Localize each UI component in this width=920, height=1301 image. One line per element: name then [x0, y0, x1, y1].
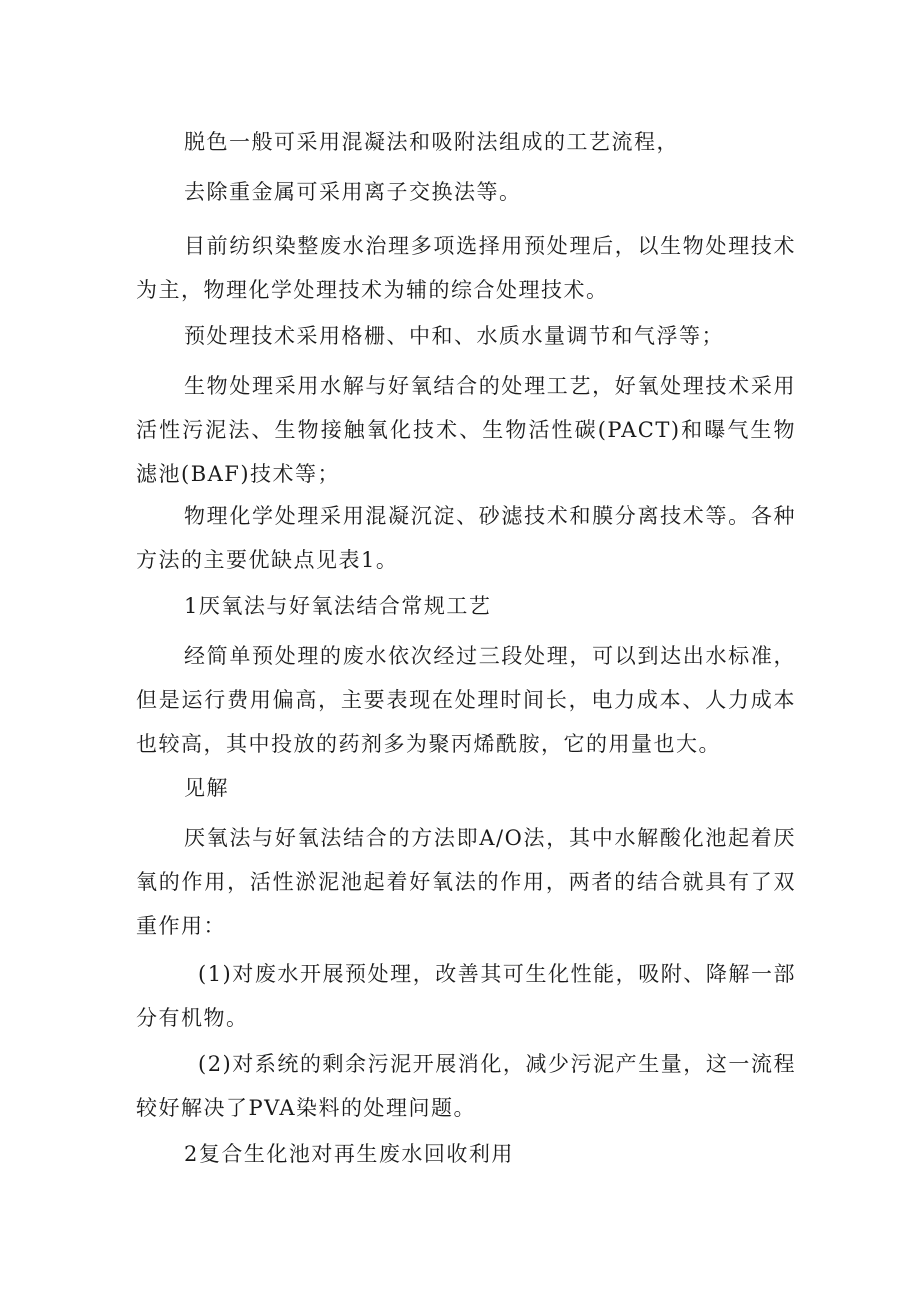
paragraph-insight-label: 见解	[184, 776, 229, 800]
list-item-1: (1)对废水开展预处理，改善其可生化性能，吸附、降解一部分有机物。	[136, 962, 796, 1030]
section-heading-2: 2复合生化池对再生废水回收利用	[184, 1142, 514, 1166]
paragraph-heavy-metal-removal: 去除重金属可采用离子交换法等。	[184, 180, 522, 204]
section-heading-1: 1厌氧法与好氧法结合常规工艺	[184, 594, 492, 618]
paragraph-physicochemical-treatment: 物理化学处理采用混凝沉淀、砂滤技术和膜分离技术等。各种方法的主要优缺点见表1。	[136, 504, 796, 572]
paragraph-biological-treatment: 生物处理采用水解与好氧结合的处理工艺，好氧处理技术采用活性污泥法、生物接触氧化技术、生物活性碳(PACT)和曝气生物滤池(BAF)技术等；	[136, 374, 796, 486]
paragraph-treatment-overview: 目前纺织染整废水治理多项选择用预处理后，以生物处理技术为主，物理化学处理技术为辅的综合处理技术。	[136, 234, 796, 302]
paragraph-three-stage-process: 经简单预处理的废水依次经过三段处理，可以到达出水标准，但是运行费用偏高，主要表现在处理时间长，电力成本、人力成本也较高，其中投放的药剂多为聚丙烯酰胺，它的用量也大。	[136, 644, 796, 756]
paragraph-ao-method: 厌氧法与好氧法结合的方法即A/O法，其中水解酸化池起着厌氧的作用，活性淤泥池起着好氧法的作用，两者的结合就具有了双重作用：	[136, 826, 796, 938]
paragraph-decolorization: 脱色一般可采用混凝法和吸附法组成的工艺流程，	[184, 130, 679, 154]
paragraph-pretreatment: 预处理技术采用格栅、中和、水质水量调节和气浮等；	[184, 324, 724, 348]
list-item-2: (2)对系统的剩余污泥开展消化，减少污泥产生量，这一流程较好解决了PVA染料的处理问题。	[136, 1052, 796, 1120]
